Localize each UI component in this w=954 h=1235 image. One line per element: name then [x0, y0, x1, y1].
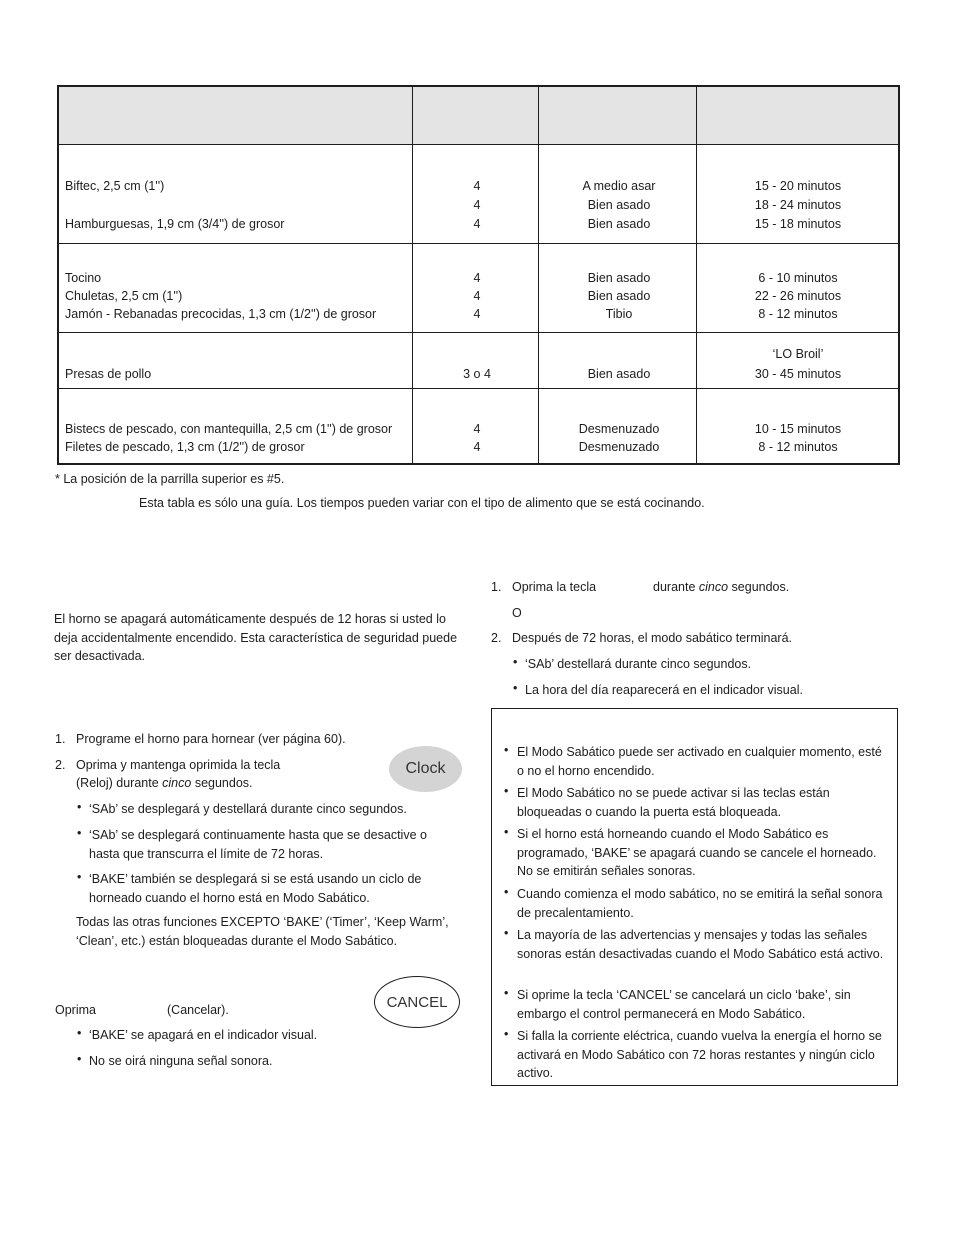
step-text: (Reloj) durante [76, 776, 163, 790]
or-separator: O [512, 606, 522, 620]
cook-time-cell: 30 - 45 minutos [754, 367, 842, 381]
bullet-icon: • [504, 986, 509, 1000]
cook-time-cell: 8 - 12 minutos [758, 307, 838, 321]
note-text: El Modo Sabático puede ser activado en cualquier momento, esté o no el horno encendido. [517, 745, 882, 778]
rack-position-cell: 3 o 4 [463, 367, 491, 381]
cook-time-cell: 8 - 12 minutos [758, 440, 838, 454]
step-number: 1. [491, 580, 502, 594]
note-text: Si el horno está horneando cuando el Modo Sabático es programado, ‘BAKE’ se apagará cuando se cancele el horneado. No se emitirán señales sonoras. [517, 827, 877, 878]
step-text: durante [653, 580, 699, 594]
rack-position-cell: 4 [473, 198, 481, 212]
step-number: 2. [491, 631, 502, 645]
bullet-text: ‘SAb’ se desplegará continuamente hasta que se desactive o hasta que transcurra el límite de 72 horas. [89, 828, 427, 861]
cancel-key-button[interactable]: CANCEL [374, 976, 460, 1028]
rack-position-cell: 4 [473, 307, 481, 321]
food-cell: Presas de pollo [65, 367, 152, 381]
food-cell: Filetes de pescado, 1,3 cm (1/2'') de grosor [65, 440, 305, 454]
step-hold-clock-line2 [76, 774, 253, 793]
doneness-cell: Bien asado [587, 271, 651, 285]
step-text: segundos. [191, 776, 253, 790]
doneness-cell: Bien asado [587, 289, 651, 303]
row-divider [59, 388, 898, 389]
cook-time-cell: 15 - 18 minutos [754, 217, 842, 231]
auto-off-paragraph: El horno se apagará automáticamente después de 12 horas si usted lo deja accidentalmente encendido. Esta característica de seguridad puede ser desactivada. [54, 612, 458, 663]
bullet-icon: • [504, 926, 509, 940]
bullet-icon: • [77, 1026, 82, 1040]
bullet-icon: • [504, 1027, 509, 1041]
cancel-instruction-end: (Cancelar). [167, 1003, 229, 1017]
rack-position-cell: 4 [473, 422, 481, 436]
food-cell: Chuletas, 2,5 cm (1'') [65, 289, 183, 303]
broil-mode-note: ‘LO Broil’ [772, 347, 824, 361]
cook-time-cell: 15 - 20 minutos [754, 179, 842, 193]
bullet-text: No se oirá ninguna señal sonora. [89, 1054, 273, 1068]
broil-guide-table [57, 85, 900, 465]
bullet-text: ‘SAb’ se desplegará y destellará durante cinco segundos. [89, 802, 407, 816]
rack-position-cell: 4 [473, 179, 481, 193]
food-cell: Hamburguesas, 1,9 cm (3/4'') de grosor [65, 217, 285, 231]
step-number: 2. [55, 758, 66, 772]
row-divider [59, 243, 898, 244]
row-divider [59, 332, 898, 333]
bullet-text: ‘BAKE’ se apagará en el indicador visual. [89, 1028, 318, 1042]
food-cell: Bistecs de pescado, con mantequilla, 2,5 cm (1'') de grosor [65, 422, 393, 436]
step-emphasis: cinco [698, 580, 729, 594]
rack-position-cell: 4 [473, 440, 481, 454]
step-press-key-end [653, 578, 789, 597]
clock-key-button[interactable]: Clock [389, 746, 462, 792]
step-press-key-start: Oprima la tecla [512, 580, 597, 594]
bullet-icon: • [504, 784, 509, 798]
locked-functions-note: Todas las otras funciones EXCEPTO ‘BAKE’ (‘Timer’, ‘Keep Warm’, ‘Clean’, etc.) están bloqueadas durante el Modo Sabático. [76, 915, 449, 948]
bullet-icon: • [504, 743, 509, 757]
cook-time-cell: 18 - 24 minutos [754, 198, 842, 212]
doneness-cell: Desmenuzado [578, 422, 660, 436]
bullet-icon: • [504, 885, 509, 899]
bullet-icon: • [513, 655, 518, 669]
note-text: Si falla la corriente eléctrica, cuando vuelva la energía el horno se activará en Modo Sabático con 72 horas restantes y ningún ciclo activo. [517, 1029, 882, 1080]
note-text: La mayoría de las advertencias y mensajes y todas las señales sonoras están desactivadas cuando el Modo Sabático está activo. [517, 928, 884, 961]
bullet-icon: • [77, 1052, 82, 1066]
bullet-text: ‘SAb’ destellará durante cinco segundos. [525, 657, 752, 671]
cook-time-cell: 22 - 26 minutos [754, 289, 842, 303]
food-cell: Jamón - Rebanadas precocidas, 1,3 cm (1/2'') de grosor [65, 307, 377, 321]
bullet-text: ‘BAKE’ también se desplegará si se está usando un ciclo de horneado cuando el horno está en Modo Sabático. [89, 872, 422, 905]
cook-time-cell: 6 - 10 minutos [758, 271, 838, 285]
note-text: Cuando comienza el modo sabático, no se emitirá la señal sonora de precalentamiento. [517, 887, 883, 920]
doneness-cell: Desmenuzado [578, 440, 660, 454]
sabbath-notes-box [491, 708, 898, 1086]
rack-position-cell: 4 [473, 217, 481, 231]
step-hold-clock-line1: Oprima y mantenga oprimida la tecla [76, 758, 281, 772]
bullet-icon: • [513, 681, 518, 695]
rack-position-cell: 4 [473, 271, 481, 285]
cook-time-cell: 10 - 15 minutos [754, 422, 842, 436]
doneness-cell: Bien asado [587, 217, 651, 231]
doneness-cell: Tibio [605, 307, 633, 321]
doneness-cell: A medio asar [582, 179, 656, 193]
step-72-hours: Después de 72 horas, el modo sabático terminará. [512, 631, 793, 645]
note-text: Si oprime la tecla ‘CANCEL’ se cancelará un ciclo ‘bake’, sin embargo el control permanecerá en Modo Sabático. [517, 988, 851, 1021]
bullet-text: La hora del día reaparecerá en el indicador visual. [525, 683, 803, 697]
step-number: 1. [55, 732, 66, 746]
note-text: El Modo Sabático no se puede activar si las teclas están bloqueadas o cuando la puerta está bloqueada. [517, 786, 830, 819]
doneness-cell: Bien asado [587, 198, 651, 212]
table-guide-note: Esta tabla es sólo una guía. Los tiempos pueden variar con el tipo de alimento que se está cocinando. [139, 496, 705, 510]
bullet-icon: • [77, 870, 82, 884]
step-text: segundos. [728, 580, 790, 594]
step-program-bake: Programe el horno para hornear (ver página 60). [76, 732, 346, 746]
doneness-cell: Bien asado [587, 367, 651, 381]
rack-position-cell: 4 [473, 289, 481, 303]
table-footnote: * La posición de la parrilla superior es #5. [55, 472, 285, 486]
bullet-icon: • [77, 800, 82, 814]
bullet-icon: • [77, 826, 82, 840]
food-cell: Tocino [65, 271, 102, 285]
table-header-row [59, 87, 898, 145]
cancel-instruction-start: Oprima [55, 1003, 96, 1017]
step-emphasis: cinco [162, 776, 192, 790]
food-cell: Biftec, 2,5 cm (1'') [65, 179, 165, 193]
bullet-icon: • [504, 825, 509, 839]
